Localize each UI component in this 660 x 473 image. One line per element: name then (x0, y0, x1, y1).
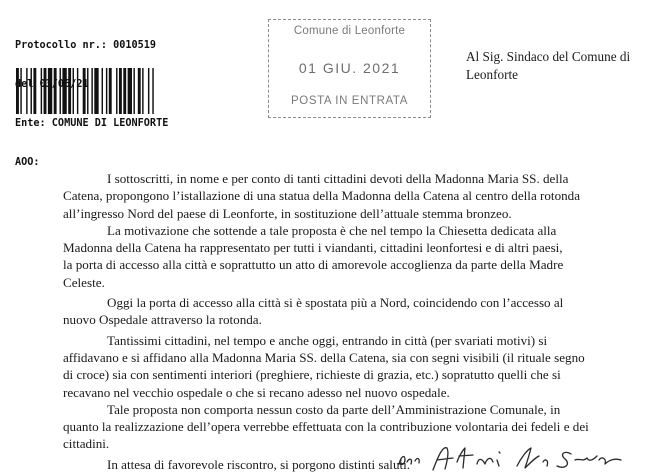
barcode-bar (128, 68, 132, 114)
paragraph-4 (63, 332, 651, 401)
barcode-bar (142, 68, 143, 114)
stamp-label: POSTA IN ENTRATA (291, 95, 408, 107)
protocol-number: Protocollo nr.: 0010519 (15, 40, 157, 51)
barcode-bar (16, 68, 19, 114)
paragraph-1 (63, 170, 651, 222)
barcode-bar (20, 68, 21, 114)
stamp-date: 01 GIU. 2021 (298, 60, 401, 76)
barcode-bar (152, 68, 153, 114)
paragraph-2 (63, 222, 651, 291)
stamp-office: Comune di Leonforte (293, 25, 406, 37)
text-line: I sottoscritti, in nome e per conto di tanti cittadini devoti della Madonna Maria SS. della (107, 171, 569, 186)
barcode-bar (102, 68, 103, 114)
text-line: recavano nel vecchio ospedale o che si recano adesso nel nuovo ospedale. (63, 384, 450, 400)
barcode-bar (44, 68, 47, 114)
barcode-bar (73, 68, 74, 114)
letter-body (63, 170, 651, 473)
handwritten-signature (393, 442, 633, 472)
barcode-bar (106, 68, 107, 114)
barcode-bar (138, 68, 141, 114)
barcode-bar (94, 68, 98, 114)
barcode-bar (26, 68, 27, 114)
barcode-bar (48, 68, 52, 114)
barcode-bar (62, 68, 66, 114)
incoming-mail-stamp (268, 19, 431, 118)
text-line: Oggi la porta di accesso alla città si è spostata più a Nord, coincidendo con l’accesso al (107, 295, 564, 311)
text-line: all’ingresso Nord del paese di Leonforte, in sostituzione dell’attuale stemma bronzeo. (63, 205, 512, 221)
text-line: Celeste. (63, 274, 105, 290)
protocol-aoo: AOO: (15, 157, 40, 168)
text-line: Catena, propongono l’istallazione di una statua della Madonna della Catena al centro della rotonda (63, 188, 581, 204)
barcode-bar (33, 68, 36, 114)
barcode (16, 68, 195, 114)
addressee-line: Al Sig. Sindaco del Comune di (466, 49, 631, 64)
barcode-bar (83, 68, 86, 114)
text-line: di croce) sia con sentimenti interiori (preghiere, richieste di grazia, etc.) sopratutto quelli che si (63, 367, 561, 383)
text-line: Madonna della Catena ha rappresentato per tutti i viandanti, cittadini leonfortesi e di altri paesi, (63, 240, 563, 256)
text-line: quanto la realizzazione dell’opera verrebbe effettuata con la contribuzione volontaria dei fedeli e dei (63, 419, 589, 435)
barcode-bar (91, 68, 92, 114)
barcode-bar (77, 68, 78, 114)
text-line: nuovo Ospedale attraverso la rotonda. (63, 312, 262, 328)
addressee (466, 48, 630, 84)
protocol-entity: Ente: COMUNE DI LEONFORTE (15, 118, 169, 129)
barcode-bar (87, 68, 88, 114)
barcode-bar (68, 68, 71, 114)
barcode-bar (41, 68, 42, 114)
barcode-bar (109, 68, 112, 114)
barcode-bar (148, 68, 149, 114)
text-line: In attesa di favorevole riscontro, si porgono distinti saluti. (107, 456, 411, 472)
text-line: la porta di accesso alla città e soprattutto un atto di amorevole accoglienza da parte della Madre (63, 257, 564, 273)
text-line: cittadini. (63, 436, 110, 452)
text-line: Tantissimi cittadini, nel tempo e anche oggi, entrando in città (per svariati motivi) si (107, 332, 548, 348)
paragraph-3 (63, 294, 651, 329)
protocol-date: del (15, 79, 34, 90)
text-line: affidavano e si affidano alla Madonna Maria SS. della Catena, sia con segni visibili (il rituale segno (63, 349, 585, 365)
barcode-bar (116, 68, 117, 114)
text-line: Tale proposta non comporta nessun costo da parte dell’Amministrazione Comunale, in (107, 401, 561, 417)
addressee-line: Leonforte (466, 67, 518, 82)
barcode-bar (31, 68, 32, 114)
barcode-bar (60, 68, 61, 114)
text-line: La motivazione che sottende a tale proposta è che nel tempo la Chiesetta dedicata alla (107, 222, 557, 238)
barcode-bar (119, 68, 122, 114)
barcode-bar (123, 68, 126, 114)
barcode-bar (133, 68, 134, 114)
barcode-bar (54, 68, 57, 114)
